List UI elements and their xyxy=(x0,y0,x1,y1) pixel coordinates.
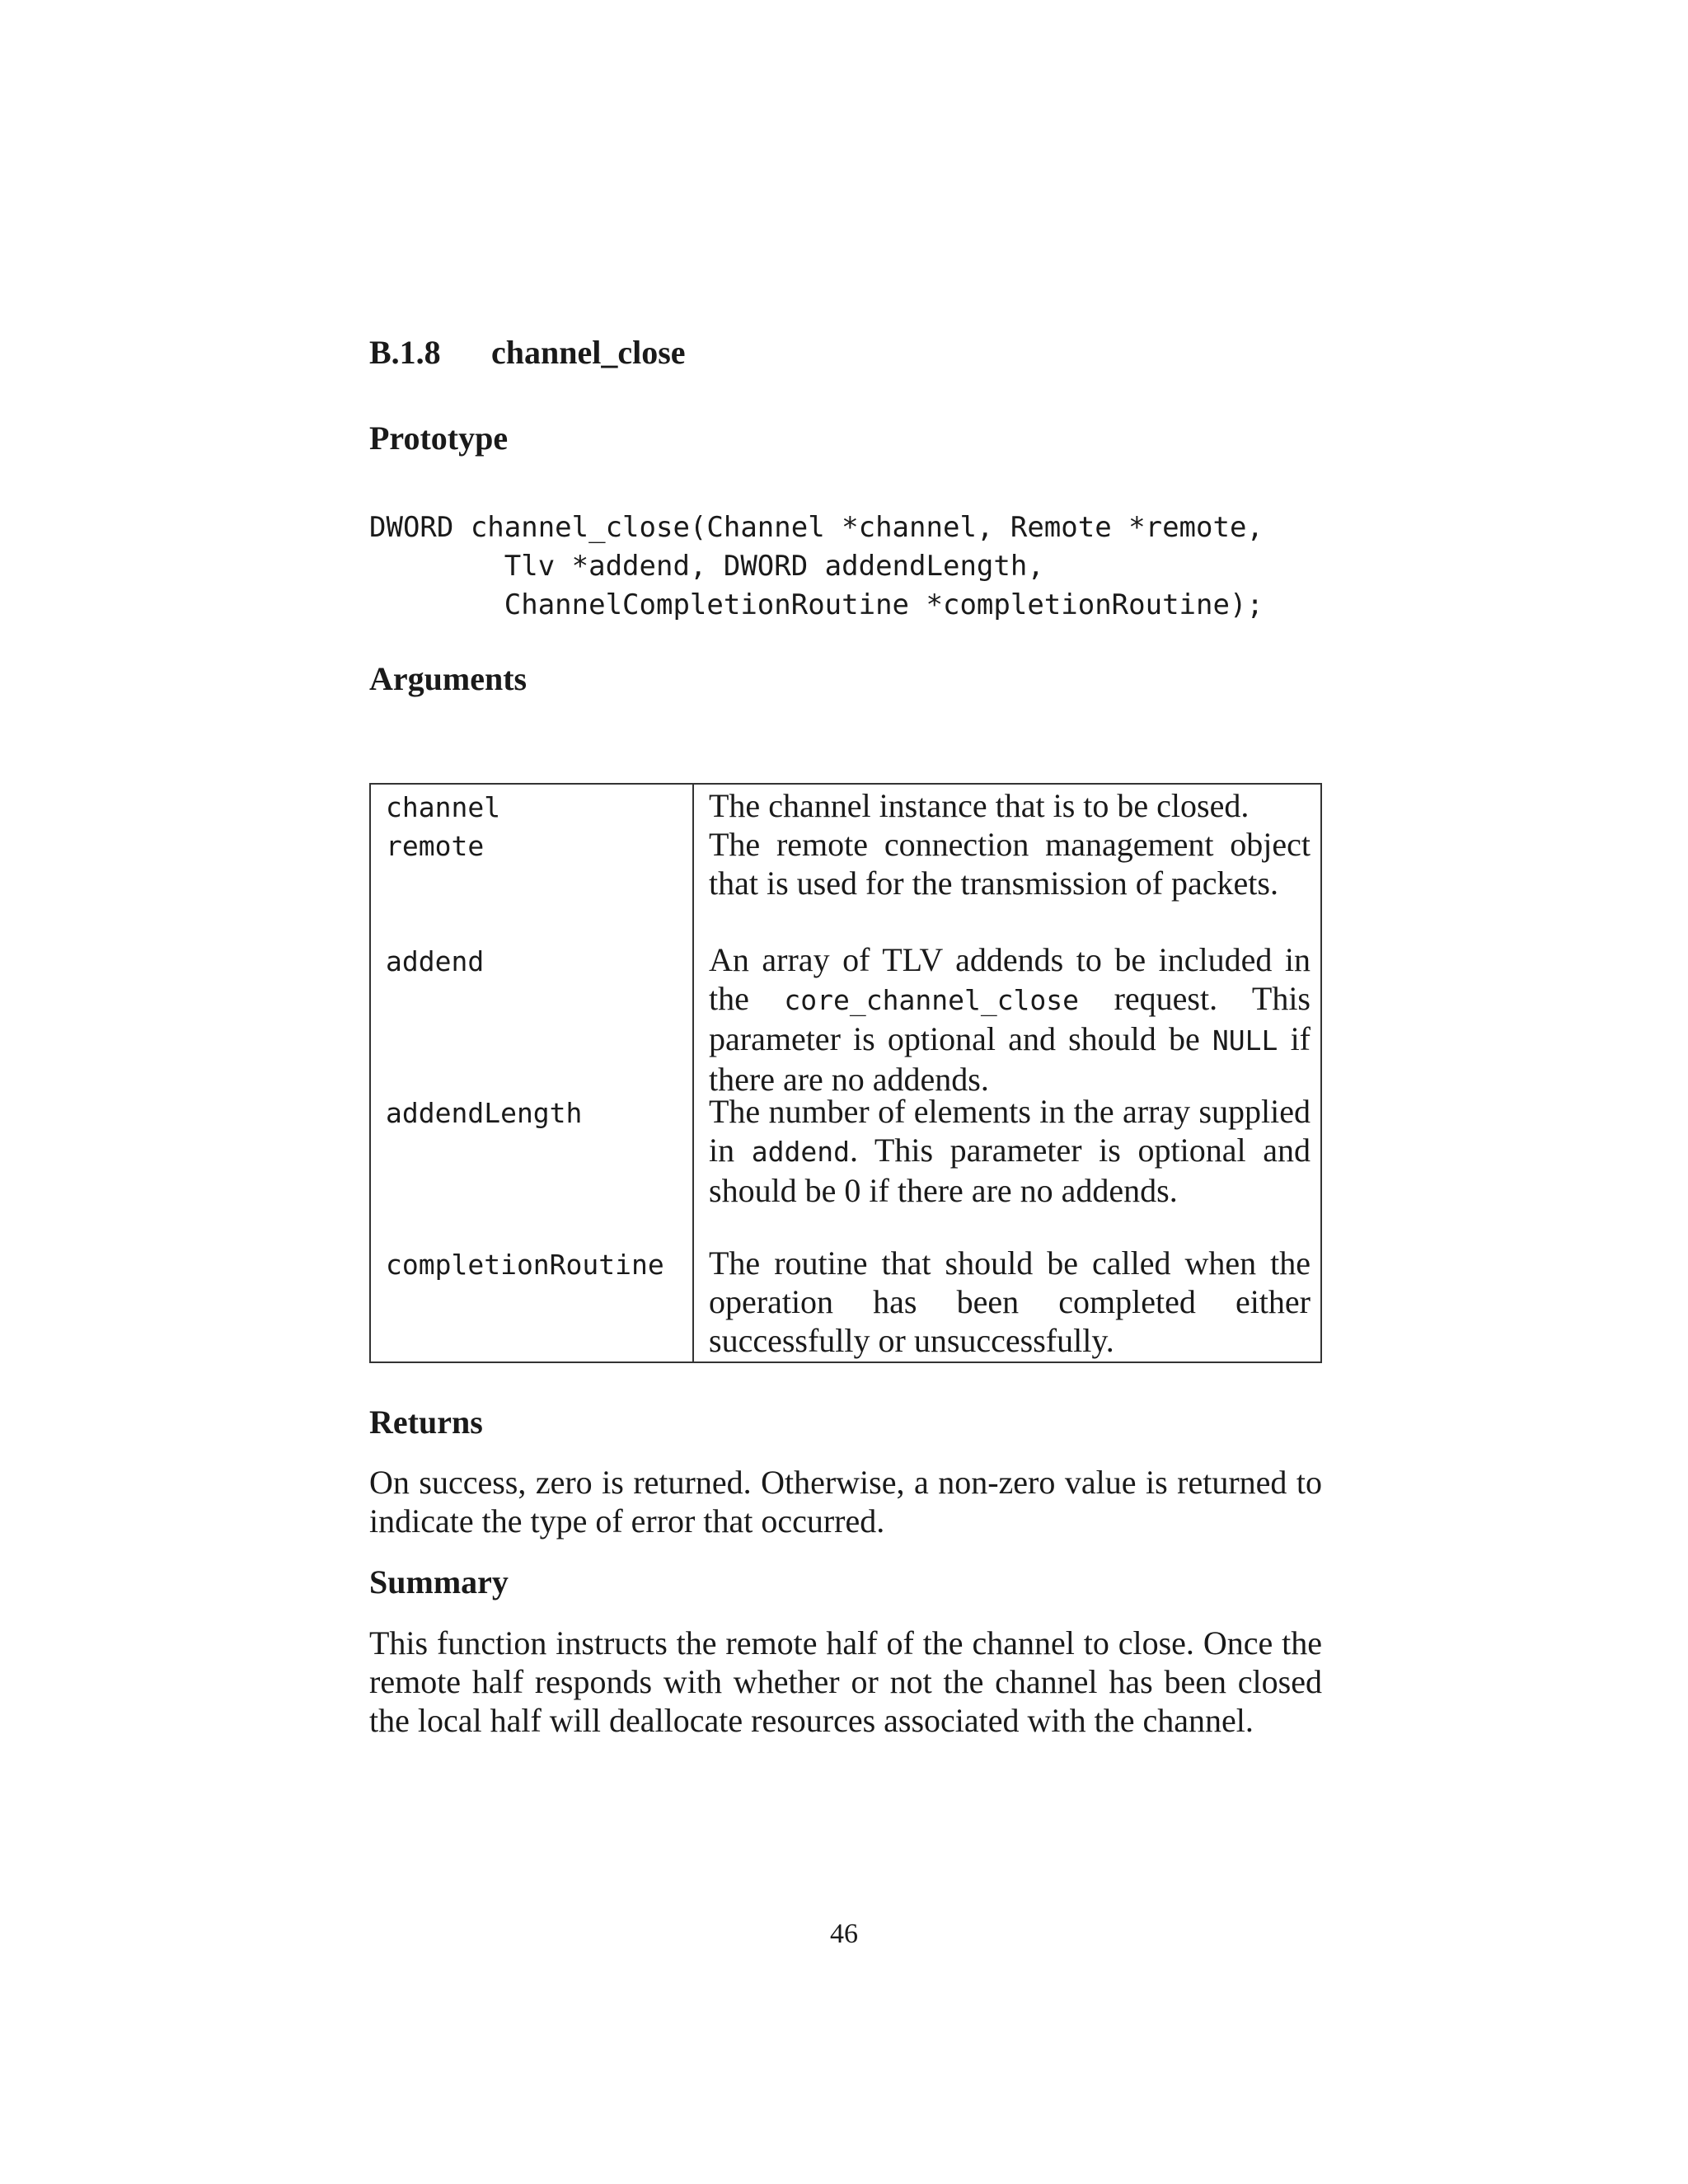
arg-desc-addend xyxy=(709,940,1311,1099)
returns-text: On success, zero is returned. Otherwise, a non-zero value is returned to indicate the type of error that occurred. xyxy=(369,1464,1322,1540)
arg-desc-addendlength-text-2: . This parameter is optional and should be 0 if there are no addends. xyxy=(709,1132,1311,1209)
arg-desc-addendlength-code-1: addend xyxy=(751,1136,850,1168)
page-number: 46 xyxy=(830,1919,858,1949)
arg-desc-addend-code-1: core_channel_close xyxy=(784,984,1080,1016)
arg-desc-addend-text-1: An array of TLV addends to be included in the xyxy=(709,941,1311,1017)
section-heading xyxy=(369,333,686,373)
arg-desc-addendlength xyxy=(709,1092,1311,1210)
section-title: channel_close xyxy=(491,334,686,371)
arguments-table xyxy=(369,783,1322,1363)
prototype-heading: Prototype xyxy=(369,419,509,457)
arg-name-remote: remote xyxy=(386,830,485,862)
arg-name-addendlength: addendLength xyxy=(386,1097,583,1129)
arg-name-addend: addend xyxy=(386,945,485,977)
arg-desc-addendlength-text-1: The number of elements in the array supplied in xyxy=(709,1093,1311,1169)
arg-desc-addend-code-2: NULL xyxy=(1212,1024,1278,1057)
arg-desc-addend-text-2: request. This parameter is optional and should be xyxy=(709,980,1311,1057)
summary-text: This function instructs the remote half of the channel to close. Once the remote half responds with whether or not the channel has been closed the local half will deallocate resources associated with the channel. xyxy=(369,1624,1322,1739)
arg-desc-completionroutine: The routine that should be called when the operation has been completed either successfully or unsuccessfully. xyxy=(709,1244,1311,1359)
arg-desc-addend-text-3: if there are no addends. xyxy=(709,1020,1311,1098)
section-number: B.1.8 xyxy=(369,334,441,371)
prototype-code: DWORD channel_close(Channel *channel, Remote *remote, Tlv *addend, DWORD addendLength, ChannelCompletionRoutine *completionRoutine); xyxy=(369,511,1264,621)
arg-name-completionroutine: completionRoutine xyxy=(386,1249,664,1281)
returns-heading: Returns xyxy=(369,1404,483,1441)
arg-desc-channel: The channel instance that is to be closed. xyxy=(709,787,1250,824)
table-column-divider xyxy=(692,785,694,1361)
arguments-heading: Arguments xyxy=(369,660,528,697)
arg-name-channel: channel xyxy=(386,791,501,823)
summary-heading: Summary xyxy=(369,1563,509,1601)
arg-desc-remote: The remote connection management object that is used for the transmission of packets. xyxy=(709,826,1311,902)
